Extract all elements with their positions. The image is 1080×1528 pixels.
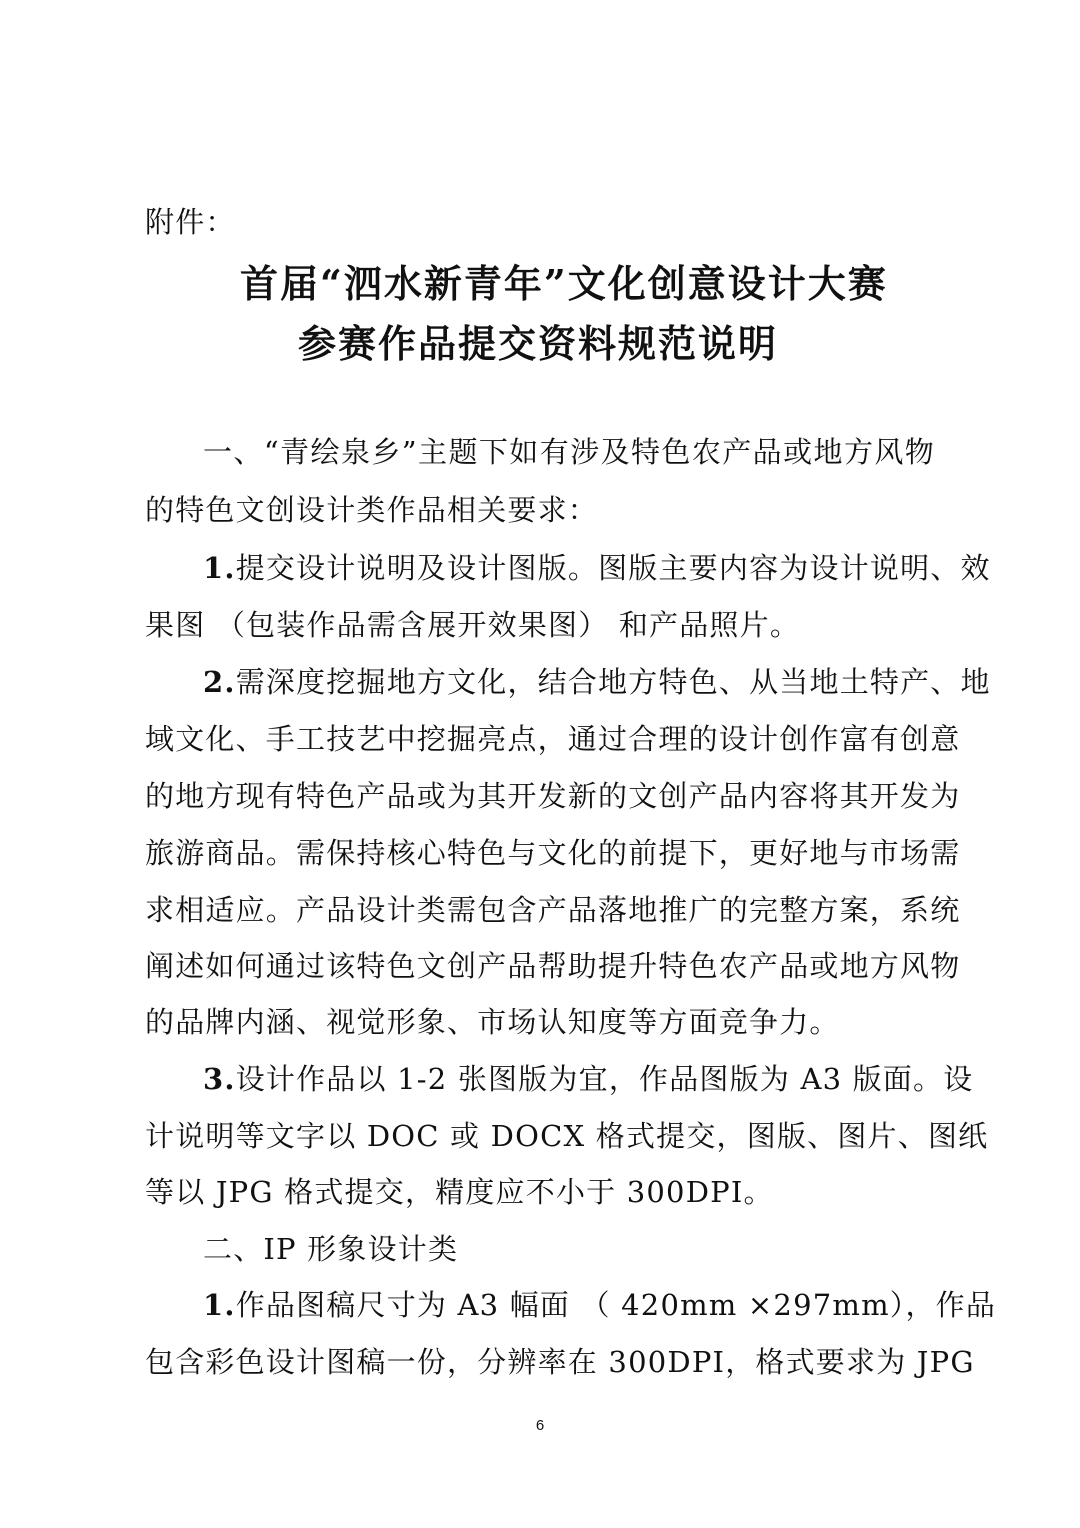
section1-item2-line-7: 的品牌内涵、视觉形象、市场认知度等方面竞争力。 [145, 1005, 840, 1039]
section1-item2-line-3: 的地方现有特色产品或为其开发新的文创产品内容将其开发为 [145, 779, 961, 813]
section1-heading-line-1: 一、“青绘泉乡”主题下如有涉及特色农产品或地方风物 [203, 435, 935, 469]
section1-item2-line-2: 域文化、手工技艺中挖掘亮点，通过合理的设计创作富有创意 [145, 722, 961, 756]
attachment-label: 附件： [145, 205, 236, 239]
section1-item1-line-2: 果图 （包装作品需含展开效果图） 和产品照片。 [145, 608, 801, 642]
section1-item2-line-4: 旅游商品。需保持核心特色与文化的前提下，更好地与市场需 [145, 836, 961, 870]
item-text: 提交设计说明及设计图版。图版主要内容为设计说明、效 [235, 551, 991, 585]
title-line-2: 参赛作品提交资料规范说明 [298, 321, 779, 366]
section1-item1-line-1 [203, 548, 991, 588]
item-text: 设计作品以 1-2 张图版为宜，作品图版为 A3 版面。设 [235, 1062, 974, 1096]
section2-heading: 二、IP 形象设计类 [203, 1232, 459, 1266]
item-number: 3. [203, 1062, 236, 1096]
section1-item2-line-1 [203, 662, 991, 702]
section1-item2-line-5: 求相适应。产品设计类需包含产品落地推广的完整方案，系统 [145, 893, 961, 927]
section1-heading-line-2: 的特色文创设计类作品相关要求： [145, 493, 599, 527]
section1-item3-line-3: 等以 JPG 格式提交，精度应不小于 300DPI。 [145, 1175, 774, 1209]
item-text: 作品图稿尺寸为 A3 幅面 （ 420mm ×297mm），作品 [235, 1288, 997, 1322]
item-number: 2. [203, 665, 236, 699]
title-line-1: 首届“泗水新青年”文化创意设计大赛 [240, 261, 888, 306]
section2-item1-line-1 [203, 1285, 997, 1325]
section1-item2-line-6: 阐述如何通过该特色文创产品帮助提升特色农产品或地方风物 [145, 949, 961, 983]
section1-item3-line-1 [203, 1059, 974, 1099]
page-number: 6 [535, 1417, 545, 1434]
section1-item3-line-2: 计说明等文字以 DOC 或 DOCX 格式提交，图版、图片、图纸 [145, 1119, 989, 1153]
item-number: 1. [203, 1288, 236, 1322]
item-text: 需深度挖掘地方文化，结合地方特色、从当地土特产、地 [235, 665, 991, 699]
section2-item1-line-2: 包含彩色设计图稿一份，分辨率在 300DPI，格式要求为 JPG [145, 1345, 975, 1379]
item-number: 1. [203, 551, 236, 585]
